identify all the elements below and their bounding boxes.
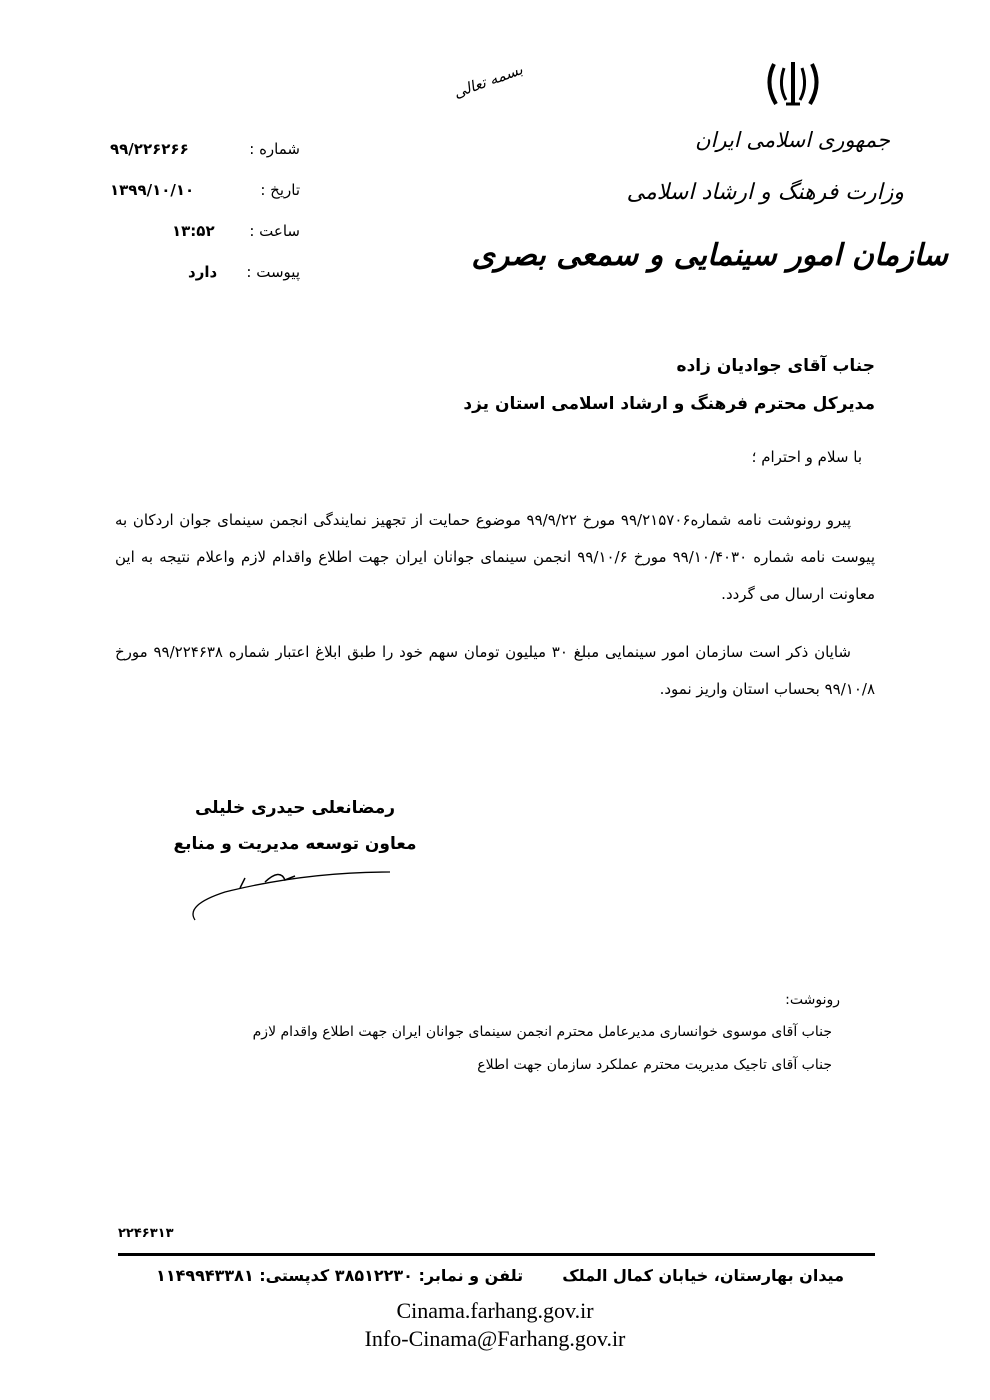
body-paragraph: شایان ذکر است سازمان امور سینمایی مبلغ ۳۰ میلیون تومان سهم خود را طبق ابلاغ اعتبار شماره ۹۹/۲۲۴۶۳۸ مورخ ۹۹/۱۰/۸ بحساب استان واریز نمود. [115,643,875,698]
cc-item: جناب آقای موسوی خوانساری مدیرعامل محترم انجمن سینمای جوانان ایران جهت اطلاع واقدام لازم [252,1024,832,1040]
org-line-ministry: وزارت فرهنگ و ارشاد اسلامی [626,180,904,205]
cc-item: جناب آقای تاجیک مدیریت محترم عملکرد سازمان جهت اطلاع [477,1057,832,1073]
footer-website[interactable]: Cinama.farhang.gov.ir [396,1298,594,1323]
letter-date [110,181,300,199]
footer-address-line [156,1266,844,1285]
meta-label: تاریخ : [260,181,300,199]
cc-heading: رونوشت: [785,992,840,1008]
meta-value: ۹۹/۲۲۶۲۶۶ [110,140,189,158]
letter-number [110,140,300,158]
signature-mark [185,860,395,929]
letter-attachment [110,263,300,281]
body-paragraph: پیرو رونوشت نامه شماره۹۹/۲۱۵۷۰۶ مورخ ۹۹/۹/۲۲ موضوع حمایت از تجهیز نمایندگی انجمن سینمای جوان اردکان به پیوست نامه شماره ۹۹/۱۰/۴۰۳۰ مورخ ۹۹/۱۰/۶ انجمن سینمای جوانان ایران جهت اطلاع واقدام لازم واعلام نتیجه به این معاونت ارسال می گردد. [115,511,875,603]
signatory-name: رمضانعلی حیدری خلیلی [194,798,396,818]
footer-address: میدان بهارستان، خیابان کمال الملک [562,1266,844,1285]
signatory-title: معاون توسعه مدیریت و منابع [173,834,417,854]
invocation-calligraphy: بسمه تعالی [451,60,525,102]
recipient-title: مدیرکل محترم فرهنگ و ارشاد اسلامی استان یزد [463,394,875,414]
recipient-name: جناب آقای جوادیان زاده [676,356,875,376]
footer-phone: تلفن و نمابر: ۳۸۵۱۲۲۳۰ کدپستی: ۱۱۴۹۹۴۳۳۸۱ [156,1266,524,1285]
meta-label: شماره : [249,140,300,158]
salutation: با سلام و احترام ؛ [751,448,862,466]
document-code: ۲۲۴۶۳۱۳ [118,1226,174,1241]
meta-label: پیوست : [246,263,300,281]
emblem-icon [762,58,824,110]
org-line-organization: سازمان امور سینمایی و سمعی بصری [471,238,948,273]
footer-divider [118,1253,875,1256]
meta-value: ۱۳:۵۲ [172,222,215,240]
meta-label: ساعت : [249,222,300,240]
org-line-country: جمهوری اسلامی ایران [695,128,890,152]
footer-email[interactable]: Info-Cinama@Farhang.gov.ir [364,1326,626,1351]
meta-value: ۱۳۹۹/۱۰/۱۰ [110,181,195,199]
meta-value: دارد [188,263,218,281]
letter-time [110,222,300,240]
